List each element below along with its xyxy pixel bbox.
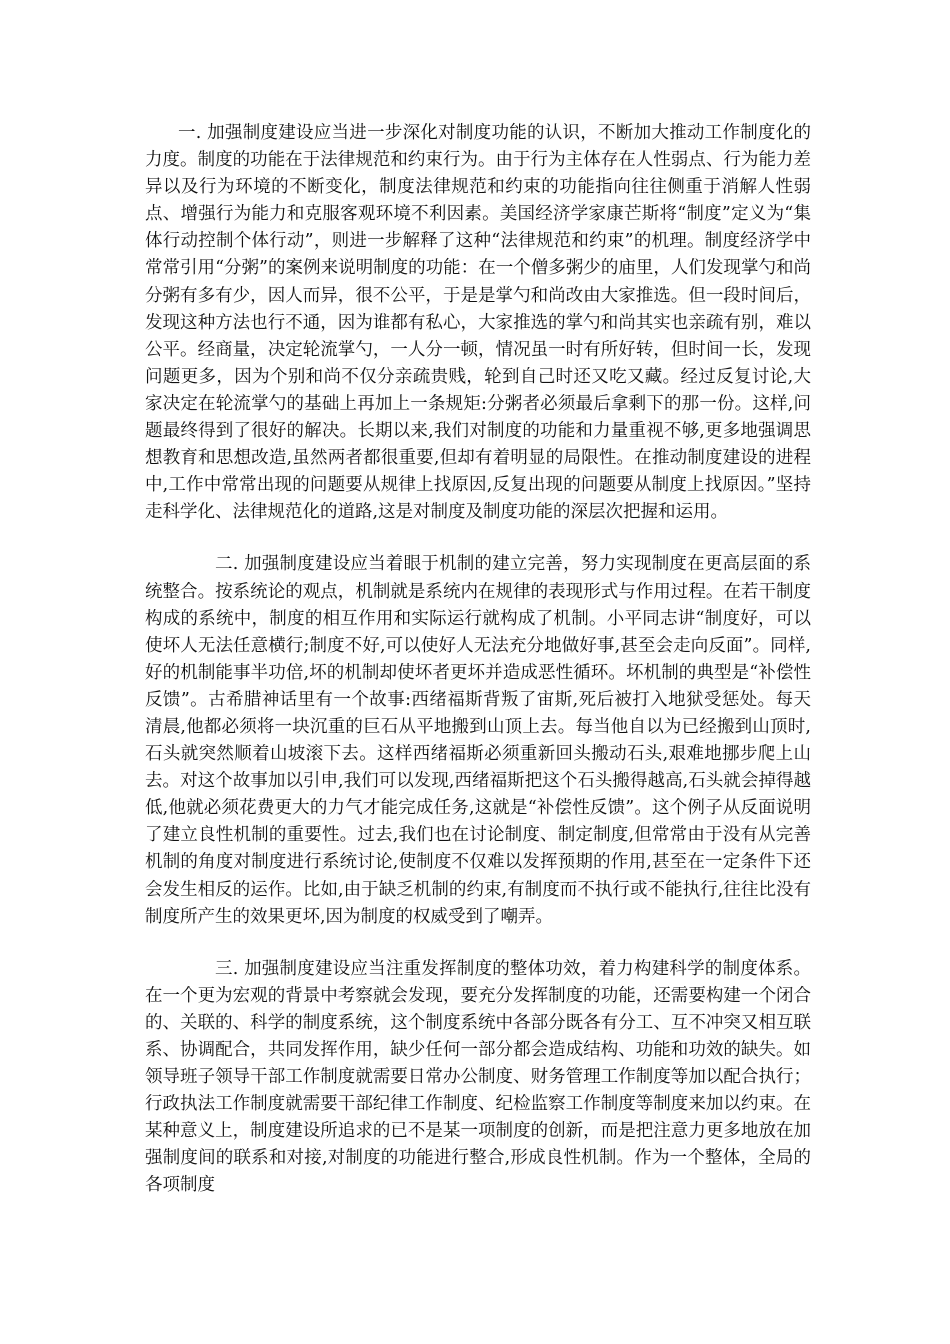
paragraph-1: 一. 加强制度建设应当进一步深化对制度功能的认识，不断加大推动工作制度化的力度。制度的功能在于法律规范和约束行为。由于行为主体存在人性弱点、行为能力差异以及行为环境的不断变化，制度法律规范和约束的功能指向往往侧重于消解人性弱点、增强行为能力和克服客观环境不利因素。美国经济学家康芒斯将“制度”定义为“集体行动控制个体行动”，则进一步解释了这种“法律规范和约束”的机理。制度经济学中常常引用“分粥”的案例来说明制度的功能：在一个僧多粥少的庙里，人们发现掌勺和尚分粥有多有少，因人而异，很不公平，于是是掌勺和尚改由大家推选。但一段时间后，发现这种方法也行不通，因为谁都有私心，大家推选的掌勺和尚其实也亲疏有别，难以公平。经商量，决定轮流掌勺，一人分一顿，情况虽一时有所好转，但时间一长，发现问题更多，因为个别和尚不仅分亲疏贵贱，轮到自己时还又吃又藏。经过反复讨论,大家决定在轮流掌勺的基础上再加上一条规矩:分粥者必须最后拿剩下的那一份。这样,问题最终得到了很好的解决。长期以来,我们对制度的功能和力量重视不够,更多地强调思想教育和思想改造,虽然两者都很重要,但却有着明显的局限性。在推动制度建设的进程中,工作中常常出现的问题要从规律上找原因,反复出现的问题要从制度上找原因。”坚持走科学化、法律规范化的道路,这是对制度及制度功能的深层次把握和运用。 bbox=[145, 123, 811, 523]
document-body bbox=[145, 120, 811, 1200]
paragraph-2: 二. 加强制度建设应当着眼于机制的建立完善，努力实现制度在更高层面的系统整合。按系统论的观点，机制就是系统内在规律的表现形式与作用过程。在若干制度构成的系统中，制度的相互作用和实际运行就构成了机制。小平同志讲“制度好，可以使坏人无法任意横行;制度不好,可以使好人无法充分地做好事,甚至会走向反面”。同样,好的机制能事半功倍,坏的机制却使坏者更坏并造成恶性循环。坏机制的典型是“补偿性反馈”。古希腊神话里有一个故事:西绪福斯背叛了宙斯,死后被打入地狱受惩处。每天清晨,他都必须将一块沉重的巨石从平地搬到山顶上去。每当他自以为已经搬到山顶时,石头就突然顺着山坡滚下去。这样西绪福斯必须重新回头搬动石头,艰难地挪步爬上山去。对这个故事加以引申,我们可以发现,西绪福斯把这个石头搬得越高,石头就会掉得越低,他就必须花费更大的力气才能完成任务,这就是“补偿性反馈”。这个例子从反面说明了建立良性机制的重要性。过去,我们也在讨论制度、制定制度,但常常由于没有从完善机制的角度对制度进行系统讨论,使制度不仅难以发挥预期的作用,甚至在一定条件下还会发生相反的运作。比如,由于缺乏机制的约束,有制度而不执行或不能执行,往往比没有制度所产生的效果更坏,因为制度的权威受到了嘲弄。 bbox=[145, 554, 811, 927]
paragraph-3: 三. 加强制度建设应当注重发挥制度的整体功效，着力构建科学的制度体系。在一个更为宏观的背景中考察就会发现，要充分发挥制度的功能，还需要构建一个闭合的、关联的、科学的制度系统，这个制度系统中各部分既各有分工、互不冲突又相互联系、协调配合，共同发挥作用，缺少任何一部分都会造成结构、功能和功效的缺失。如领导班子领导干部工作制度就需要日常办公制度、财务管理工作制度等加以配合执行；行政执法工作制度就需要干部纪律工作制度、纪检监察工作制度等制度来加以约束。在某种意义上，制度建设所追求的已不是某一项制度的创新，而是把注意力更多地放在加强制度间的联系和对接,对制度的功能进行整合,形成良性机制。作为一个整体，全局的各项制度 bbox=[145, 958, 811, 1196]
